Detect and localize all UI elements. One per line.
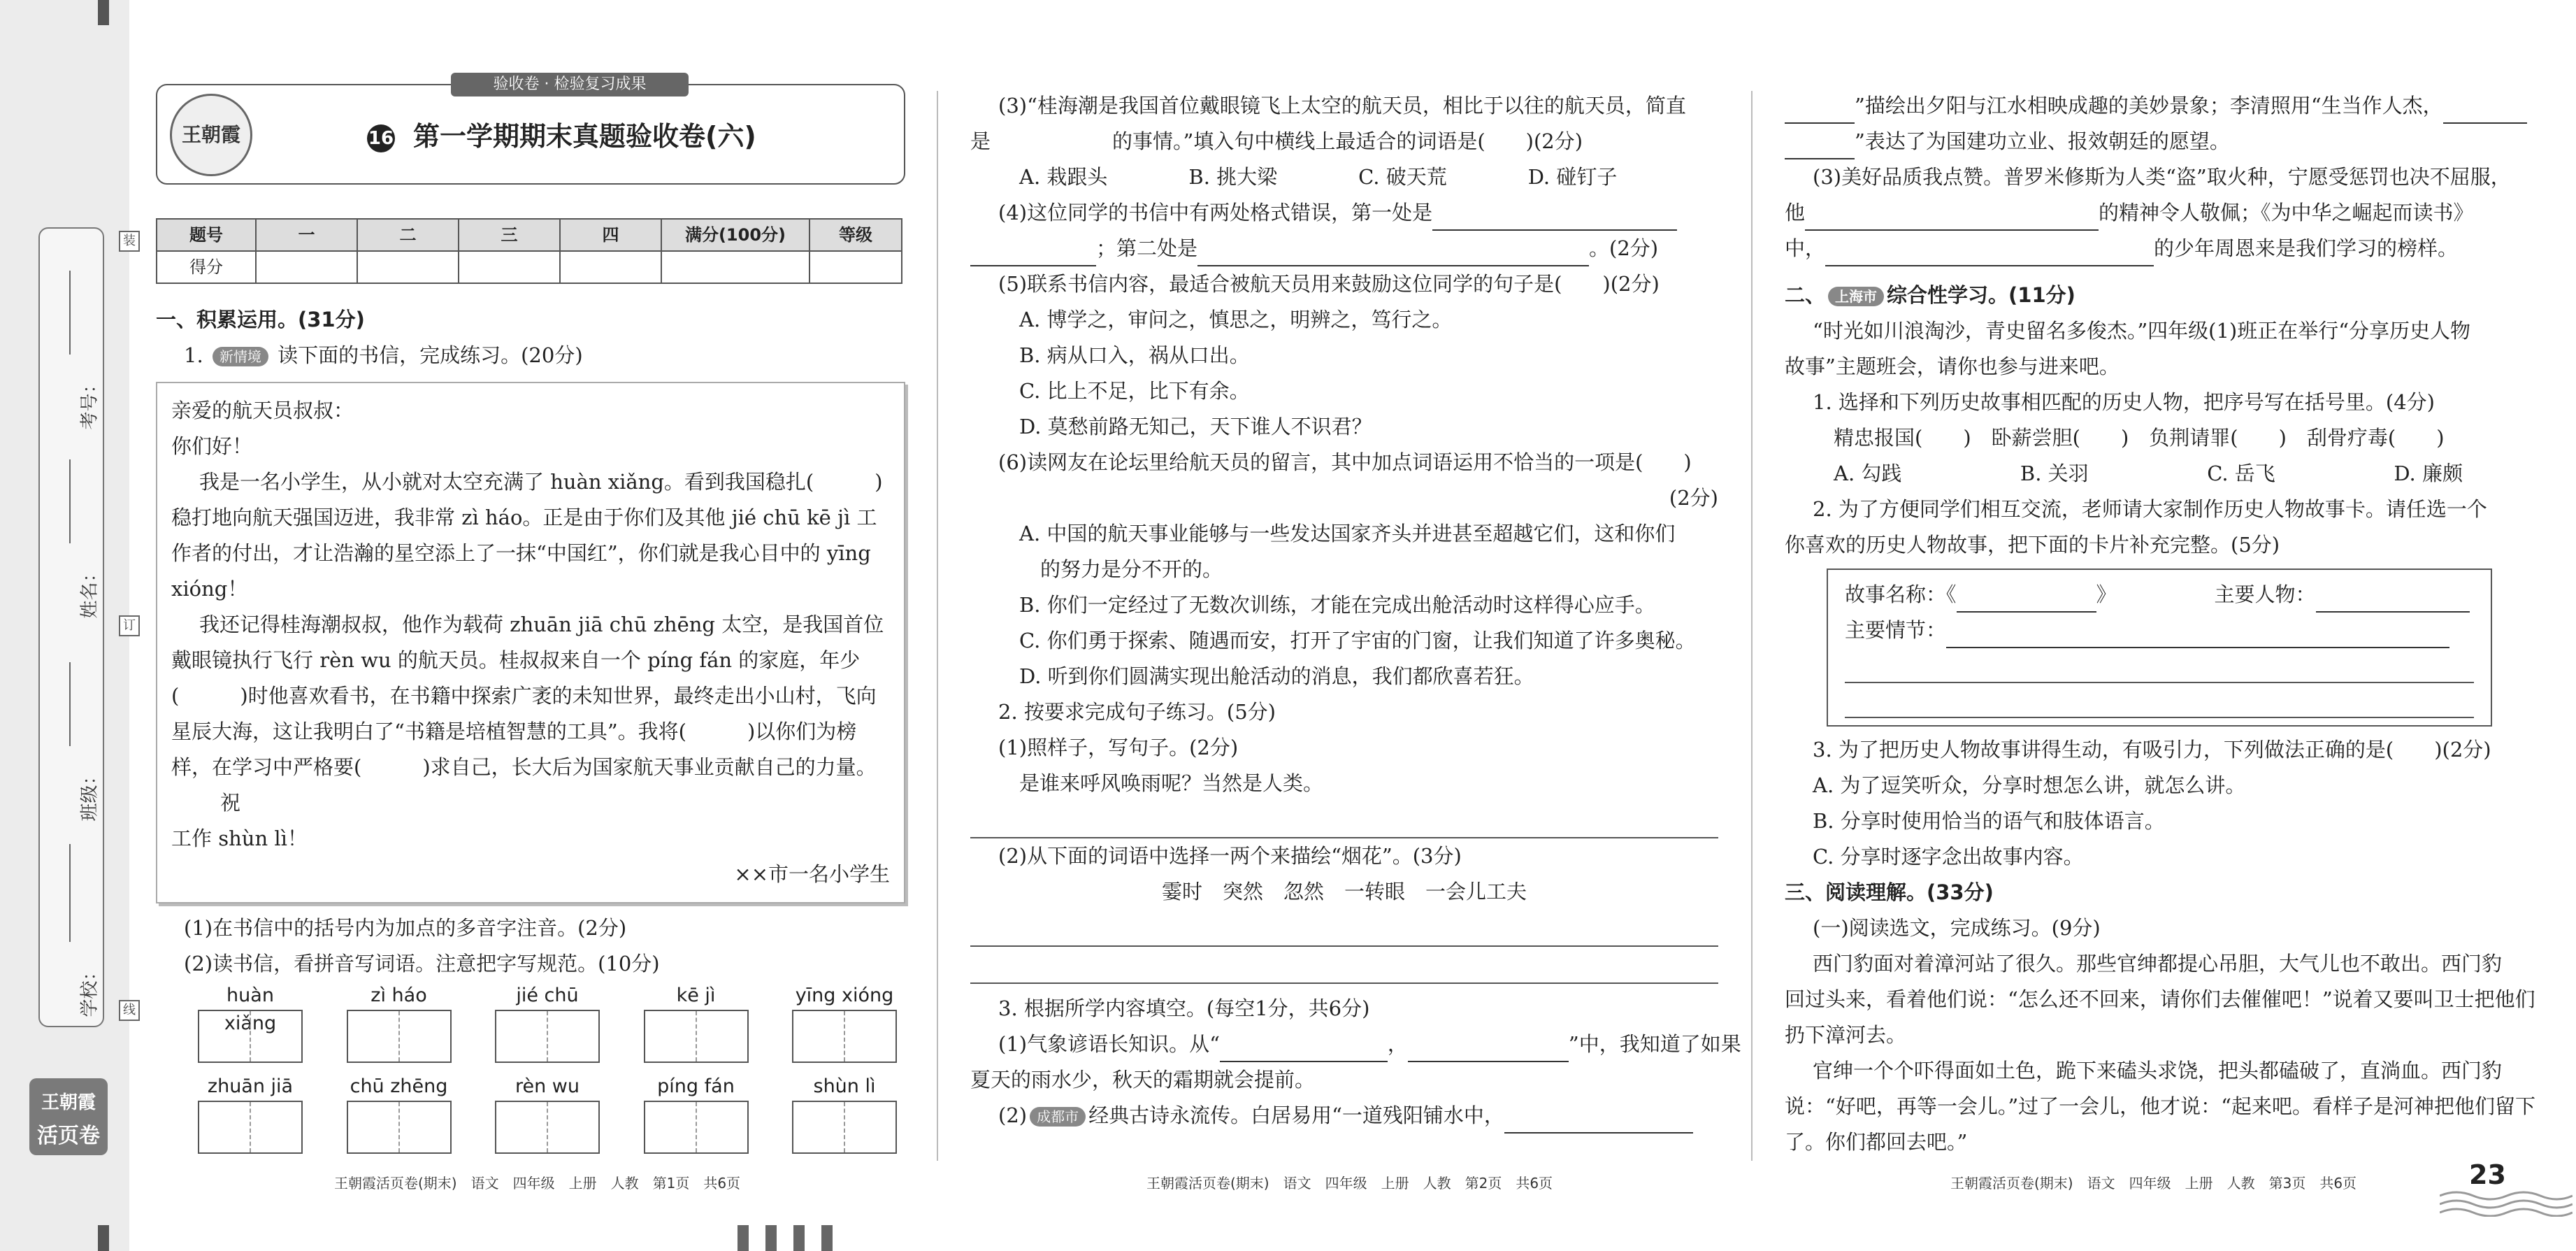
page-column-3: [1785, 88, 2535, 1160]
pinyin-item: rèn wu: [495, 1073, 600, 1154]
question-line: (4)这位同学的书信中有两处格式错误，第一处是: [970, 195, 1718, 231]
word-bank: 霎时 突然 忽然 一转眼 一会儿工夫: [1161, 880, 1527, 903]
answer-blank[interactable]: [1197, 241, 1589, 266]
writing-line[interactable]: [970, 801, 1718, 838]
registration-mark: [765, 1225, 777, 1251]
question-line: (2) 成都市 经典古诗永流传。白居易用“一道残阳铺水中，: [970, 1098, 1718, 1134]
page-title: 16 第一学期期末真题验收卷(六): [368, 121, 756, 152]
cut-mark: 订: [119, 615, 140, 636]
pinyin-item: zhuān jiā: [198, 1073, 303, 1154]
writing-grid[interactable]: [644, 1010, 749, 1063]
matching-items: 精忠报国( ) 卧薪尝胆( ) 负荆请罪( ) 刮骨疗毒( ): [1834, 426, 2445, 450]
letter-line: 我是一名小学生，从小就对太空充满了 huàn xiǎng。看到我国稳扎( ): [199, 470, 883, 494]
question-tag: 新情境: [213, 347, 268, 366]
pinyin-item: zì háo: [347, 982, 452, 1063]
registration-mark: [821, 1225, 833, 1251]
brand-logo: 王朝霞 活页卷: [29, 1078, 108, 1155]
letter-line: ( )时他喜欢看书，在书籍中探索广袤的未知世界，最终走出小山村，飞向: [171, 684, 877, 708]
writing-grid[interactable]: [198, 1101, 303, 1154]
answer-blank[interactable]: [1408, 1037, 1569, 1062]
answer-blank[interactable]: [970, 241, 1096, 266]
section-heading: 三、阅读理解。(33分): [1785, 880, 1994, 904]
paragraph-line: “时光如川浪淘沙，青史留名多俊杰。”四年级(1)班正在举行“分享历史人物: [1813, 319, 2471, 343]
pinyin-item: chū zhēng: [347, 1073, 452, 1154]
question-line: ”表达了为国建功立业、报效朝廷的愿望。: [1785, 124, 2512, 159]
letter-line: xióng！: [171, 577, 248, 601]
choice-line: C. 比上不足，比下有余。: [1019, 379, 1250, 403]
question-line: 2. 为了方便同学们相互交流，老师请大家制作历史人物故事卡。请任选一个: [1813, 497, 2487, 521]
question-line: 夏天的雨水少，秋天的霜期就会提前。: [970, 1068, 1316, 1092]
choice-line: A. 博学之，审问之，慎思之，明辨之，笃行之。: [1019, 308, 1453, 331]
reading-passage-line: 了。你们都回去吧。”: [1785, 1130, 1968, 1154]
reading-passage-line: 官绅一个个吓得面如土色，跪下来磕头求饶，把头都磕破了，直淌血。西门豹: [1813, 1059, 2503, 1082]
pinyin-item: jié chū: [495, 982, 600, 1063]
choice-line: D. 听到你们圆满实现出舱活动的消息，我们都欣喜若狂。: [1019, 664, 1534, 688]
plot-line[interactable]: [1845, 648, 2474, 683]
writing-line[interactable]: [970, 910, 1718, 947]
writing-grid[interactable]: [644, 1101, 749, 1154]
answer-blank[interactable]: [1785, 134, 1855, 159]
choice-line: B. 你们一定经过了无数次训练，才能在完成出舱活动时这样得心应手。: [1019, 593, 1655, 617]
column-divider: [937, 91, 938, 1161]
cut-mark: 装: [119, 231, 140, 252]
pinyin-item: yīng xióng: [792, 982, 897, 1063]
student-info-box: [38, 227, 104, 1027]
card-row: 主要情节：: [1845, 613, 2474, 648]
letter-line: 你们好！: [171, 434, 253, 458]
letter-line: 作者的付出，才让浩瀚的星空添上了一抹“中国红”，你们就是我心目中的 yīng: [171, 541, 871, 565]
card-row: 故事名称：《 》 主要人物：: [1845, 577, 2474, 613]
score-table: 题号 一 二 三 四 满分(100分) 等级 得分: [156, 218, 902, 284]
answer-blank[interactable]: [2443, 99, 2527, 124]
school-field[interactable]: 学校：: [40, 844, 103, 1005]
example-sentence: 是谁来呼风唤雨呢？当然是人类。: [1019, 771, 1324, 795]
class-field[interactable]: 班级：: [40, 662, 103, 802]
registration-mark: [737, 1225, 749, 1251]
choice-options: A. 勾践 B. 关羽 C. 岳飞 D. 廉颇: [1834, 462, 2463, 485]
name-field[interactable]: 姓名：: [40, 459, 103, 599]
answer-blank[interactable]: [1785, 99, 1855, 124]
question-line: 3. 根据所学内容填空。(每空1分，共6分): [998, 996, 1370, 1020]
writing-grid[interactable]: [347, 1101, 452, 1154]
choice-line: 的努力是分不开的。: [1040, 557, 1223, 581]
section-heading: 一、积累运用。(31分): [156, 308, 365, 331]
question-points: (2分): [1669, 486, 1718, 510]
letter-line: 样，在学习中严格要( )求自己，长大后为国家航天事业贡献自己的力量。: [171, 755, 877, 779]
reading-passage-line: 回过头来，看着他们说：“怎么还不回来，请你们去催催吧！”说着又要叫卫士把他们: [1785, 987, 2535, 1011]
question-line: 3. 为了把历史人物故事讲得生动，有吸引力，下列做法正确的是( )(2分): [1813, 738, 2491, 762]
pinyin-item: shùn lì: [792, 1073, 897, 1154]
writing-grid[interactable]: [495, 1101, 600, 1154]
cut-mark: 线: [119, 1000, 140, 1021]
registration-mark: [98, 1225, 109, 1251]
page-footer: 王朝霞活页卷(期末) 语文 四年级 上册 人教 第2页 共6页: [1146, 1175, 1553, 1192]
page-column-1: [156, 76, 905, 1154]
writing-grid[interactable]: [792, 1101, 897, 1154]
page-footer: 王朝霞活页卷(期末) 语文 四年级 上册 人教 第1页 共6页: [334, 1175, 741, 1192]
column-divider: [1751, 91, 1753, 1161]
choice-line: B. 分享时使用恰当的语气和肢体语言。: [1813, 809, 2165, 833]
registration-mark: [98, 0, 109, 25]
question-line: (1)气象谚语长知识。从“ ， ”中，我知道了如果: [970, 1027, 1718, 1062]
letter-line: 我还记得桂海潮叔叔，他作为载荷 zhuān jiā chū zhēng 太空，是我国首位: [199, 613, 884, 636]
question-line: (6)读网友在论坛里给航天员的留言，其中加点词语运用不恰当的一项是( ): [998, 450, 1692, 474]
question-line: 是 的事情。”填入句中横线上最适合的词语是( )(2分): [970, 129, 1583, 153]
paragraph-line: 故事”主题班会，请你也参与进来吧。: [1785, 355, 2120, 378]
question-line: ”描绘出夕阳与江水相映成趣的美妙景象；李清照用“生当作人杰，: [1785, 88, 2512, 124]
letter-line: 工作 shùn lì！: [171, 827, 308, 850]
sub-question: (1)在书信中的括号内为加点的多音字注音。(2分): [184, 916, 627, 940]
exam-number-field[interactable]: 考号：: [40, 271, 103, 410]
reading-passage-line: 扔下漳河去。: [1785, 1023, 1907, 1047]
choice-line: A. 为了逗笑听众，分享时想怎么讲，就怎么讲。: [1813, 773, 2246, 797]
pinyin-grid-row: [198, 982, 897, 1063]
writing-grid[interactable]: [792, 1010, 897, 1063]
story-title-input[interactable]: [1957, 587, 2096, 613]
choice-line: A. 栽跟头 B. 挑大梁 C. 破天荒 D. 碰钉子: [1019, 165, 1618, 189]
section-heading: 二、 上海市 综合性学习。(11分): [1785, 283, 2075, 307]
question-line: 1. 选择和下列历史故事相匹配的历史人物，把序号写在括号里。(4分): [1813, 390, 2435, 414]
plot-line[interactable]: [1845, 683, 2474, 718]
question-line: ；第二处是 。(2分): [970, 231, 1718, 266]
region-tag: 上海市: [1828, 287, 1884, 306]
region-tag: 成都市: [1030, 1107, 1086, 1127]
brand-seal: 王朝霞: [170, 94, 252, 176]
letter-line: 星辰大海，这让我明白了“书籍是培植智慧的工具”。我将( )以你们为榜: [171, 720, 857, 743]
answer-blank[interactable]: [1504, 1108, 1693, 1134]
pinyin-grid-row: [198, 1073, 897, 1154]
question-line: (2)从下面的词语中选择一两个来描绘“烟花”。(3分): [998, 844, 1462, 868]
exam-header: [156, 76, 905, 185]
registration-mark: [793, 1225, 805, 1251]
story-card: [1827, 569, 2492, 727]
reading-passage-line: 说：“好吧，再等一会儿。”过了一会儿，他才说：“起来吧。看样子是河神把他们留下: [1785, 1094, 2535, 1118]
question-line: (3)“桂海潮是我国首位戴眼镜飞上太空的航天员，相比于以往的航天员，简直: [998, 94, 1686, 117]
plot-input[interactable]: [1946, 623, 2449, 648]
exam-number-badge: 16: [367, 124, 395, 152]
main-character-input[interactable]: [2316, 587, 2470, 613]
page-column-2: [970, 88, 1741, 1134]
pinyin-item: kē jì: [644, 982, 749, 1063]
page-footer: 王朝霞活页卷(期末) 语文 四年级 上册 人教 第3页 共6页: [1950, 1175, 2357, 1192]
letter-line: 祝: [220, 791, 241, 815]
question-line: 2. 按要求完成句子练习。(5分): [998, 700, 1276, 724]
question-line: 中， 的少年周恩来是我们学习的榜样。: [1785, 231, 2512, 266]
answer-blank[interactable]: [1432, 206, 1677, 231]
choice-line: B. 病从口入，祸从口出。: [1019, 343, 1250, 367]
letter-line: 稳打地向航天强国迈进，我非常 zì háo。正是由于你们及其他 jié chū kē jì 工: [171, 506, 877, 529]
pinyin-item: píng fán: [644, 1073, 749, 1154]
page-number: 23: [2469, 1159, 2506, 1190]
writing-line[interactable]: [970, 947, 1718, 984]
pinyin-item: huàn xiǎng: [198, 982, 303, 1063]
letter-line: 亲爱的航天员叔叔：: [171, 399, 354, 422]
question-stem: 1. 新情境 读下面的书信，完成练习。(20分): [184, 343, 583, 367]
writing-grid[interactable]: [495, 1010, 600, 1063]
writing-grid[interactable]: [347, 1010, 452, 1063]
choice-line: A. 中国的航天事业能够与一些发达国家齐头并进甚至超越它们，这和你们: [1019, 522, 1676, 545]
choice-line: D. 莫愁前路无知己，天下谁人不识君？: [1019, 415, 1372, 438]
choice-line: C. 你们勇于探索、随遇而安，打开了宇宙的门窗，让我们知道了许多奥秘。: [1019, 629, 1696, 652]
reading-passage-line: 西门豹面对着漳河站了很久。那些官绅都提心吊胆，大气儿也不敢出。西门豹: [1813, 952, 2503, 975]
letter-signature: ××市一名小学生: [734, 862, 890, 886]
choice-line: C. 分享时逐字念出故事内容。: [1813, 845, 2084, 868]
question-line: 他 的精神令人敬佩；《为中华之崛起而读书》: [1785, 195, 2512, 231]
header-tab: 验收卷 · 检验复习成果: [451, 73, 689, 96]
question-line: (5)联系书信内容，最适合被航天员用来鼓励这位同学的句子是( )(2分): [998, 272, 1660, 296]
answer-blank[interactable]: [1805, 206, 2099, 231]
writing-grid[interactable]: [198, 1010, 303, 1063]
answer-blank[interactable]: [1220, 1037, 1388, 1062]
question-line: (3)美好品质我点赞。普罗米修斯为人类“盗”取火种，宁愿受惩罚也决不屈服，: [1813, 165, 2511, 189]
sub-question: (2)读书信，看拼音写词语。注意把字写规范。(10分): [184, 952, 660, 975]
question-line: (一)阅读选文，完成练习。(9分): [1813, 916, 2101, 940]
answer-blank[interactable]: [1825, 241, 2154, 266]
letter-line: 戴眼镜执行飞行 rèn wu 的航天员。桂叔叔来自一个 píng fán 的家庭，年少: [171, 648, 861, 672]
question-line: 你喜欢的历史人物故事，把下面的卡片补充完整。(5分): [1785, 533, 2280, 557]
letter-box: [156, 382, 905, 903]
wave-decoration: [2440, 1189, 2573, 1217]
question-line: (1)照样子，写句子。(2分): [998, 736, 1239, 759]
